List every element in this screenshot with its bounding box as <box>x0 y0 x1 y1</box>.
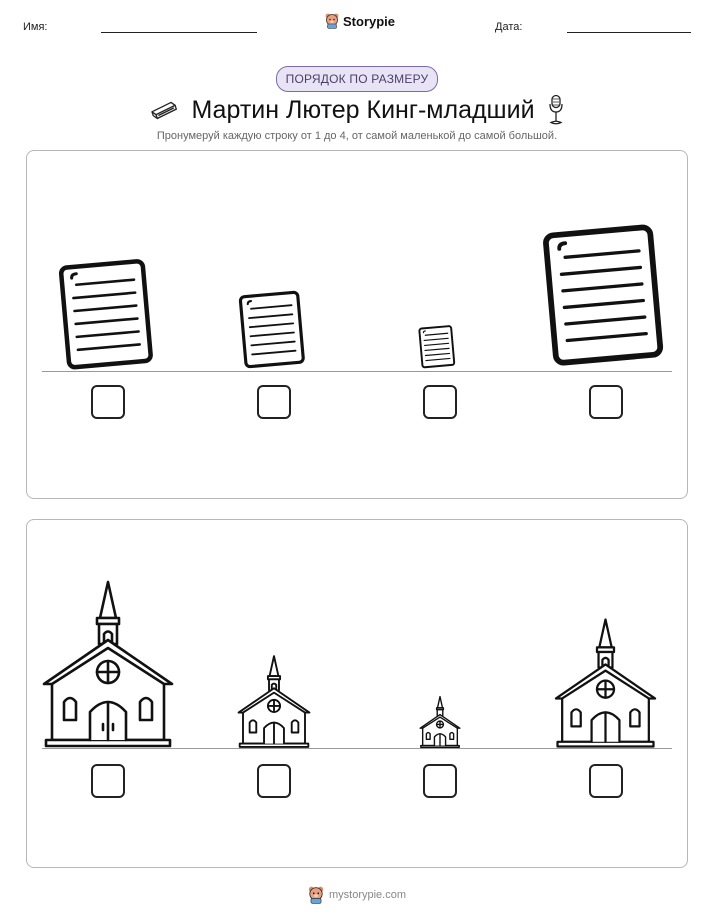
church-icon <box>418 696 462 748</box>
church-icon <box>236 655 312 748</box>
title-row <box>0 92 714 128</box>
date-line[interactable] <box>567 32 691 33</box>
brand-logo <box>325 13 395 29</box>
answer-box[interactable] <box>589 764 623 798</box>
category-badge: ПОРЯДОК ПО РАЗМЕРУ <box>276 66 438 92</box>
bear-icon <box>308 886 324 904</box>
answer-box[interactable] <box>257 764 291 798</box>
baseline <box>42 748 672 749</box>
instructions: Пронумеруй каждую строку от 1 до 4, от самой маленькой до самой большой. <box>156 130 558 142</box>
page-title: Мартин Лютер Кинг-младший <box>191 95 535 124</box>
date-label: Дата: <box>495 21 523 33</box>
church-icon <box>554 618 657 748</box>
document-icon <box>54 258 164 372</box>
answer-box[interactable] <box>423 764 457 798</box>
bear-icon <box>325 13 339 29</box>
document-icon <box>236 290 312 370</box>
church-icon <box>42 580 174 748</box>
footer-site: mystorypie.com <box>328 889 407 901</box>
book-icon <box>149 100 179 120</box>
answer-box[interactable] <box>257 385 291 419</box>
name-label: Имя: <box>23 21 48 33</box>
microphone-icon <box>547 94 565 126</box>
answer-box[interactable] <box>91 385 125 419</box>
name-line[interactable] <box>101 32 257 33</box>
document-icon <box>417 324 459 370</box>
brand-name: Storypie <box>343 13 396 29</box>
answer-box[interactable] <box>91 764 125 798</box>
document-icon <box>538 220 676 372</box>
answer-box[interactable] <box>589 385 623 419</box>
answer-box[interactable] <box>423 385 457 419</box>
footer <box>0 886 714 904</box>
